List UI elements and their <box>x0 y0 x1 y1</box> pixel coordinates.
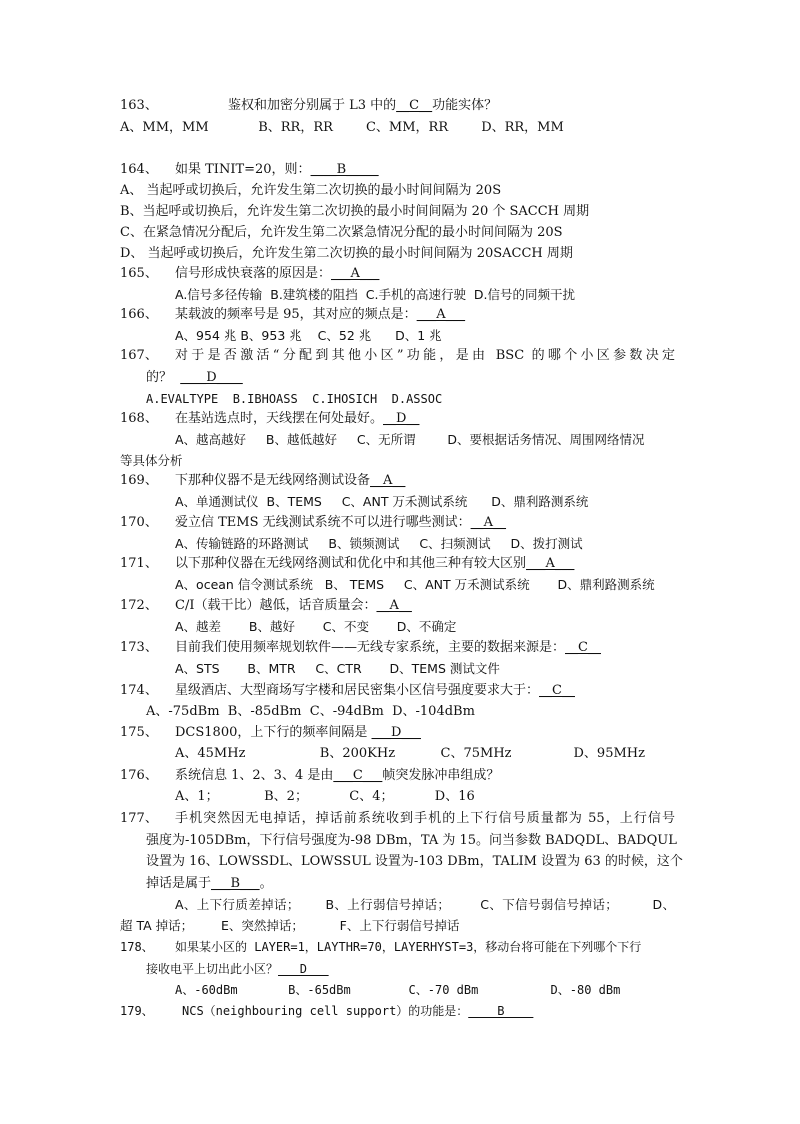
question-stem: 目前我们使用频率规划软件——无线专家系统，主要的数据来源是： <box>175 640 566 655</box>
question-stem: 手机突然因无电掉话，掉话前系统收到手机的上下行信号质量都为 55，上行信号 <box>175 811 675 826</box>
options-text: A、上下行质差掉话； B、上行弱信号掉话； C、下信号弱信号掉话； D、 <box>175 897 675 912</box>
answer-blank: ___A___ <box>416 307 466 322</box>
question-177-cont <box>146 832 675 850</box>
question-176-options <box>175 788 475 806</box>
question-stem: 鉴权和加密分别属于 L3 中的 <box>228 98 397 113</box>
question-stem: 下那种仪器不是无线网络测试设备 <box>175 473 371 488</box>
question-number: 170、 <box>120 515 158 530</box>
answer-blank: ___D___ <box>371 725 421 740</box>
options-text: A、45MHz B、200KHz C、75MHz D、95MHz <box>175 746 645 761</box>
option-a <box>120 182 501 200</box>
question-168-options-cont <box>120 452 183 470</box>
question-stem: 功能实体？ <box>432 98 498 113</box>
question-169-options <box>175 493 588 511</box>
question-stem: 的？ <box>146 370 173 385</box>
question-number: 178、 <box>120 940 154 954</box>
answer-blank: ___D___ <box>278 962 329 976</box>
question-178-cont <box>146 960 329 978</box>
question-number: 173、 <box>120 640 158 655</box>
answer-blank: __C__ <box>539 683 575 698</box>
question-stem: 掉话是属于 <box>146 876 212 891</box>
question-stem: DCS1800，上下行的频率间隔是 <box>175 725 368 740</box>
question-stem: 星级酒店、大型商场写字楼和居民密集小区信号强度要求大于： <box>175 683 540 698</box>
question-178-options <box>175 981 620 999</box>
question-174 <box>120 682 575 700</box>
answer-blank: __C__ <box>396 98 433 113</box>
question-177-options-cont <box>120 917 459 935</box>
question-168 <box>120 410 419 428</box>
answer-blank: ____D____ <box>180 370 243 385</box>
question-164 <box>120 161 379 179</box>
question-167 <box>120 347 675 365</box>
answer-blank: ____B____ <box>468 1004 534 1018</box>
question-stem: 对于是否激活“分配到其他小区”功能，是由 BSC 的哪个小区参数决定 <box>175 348 675 363</box>
option-text: D、 当起呼或切换后，允许发生第二次切换的最小时间间隔为 20SACCH 周期 <box>120 246 573 261</box>
question-number: 177、 <box>120 811 158 826</box>
options-text: A、-60dBm B、-65dBm C、-70 dBm D、-80 dBm <box>175 983 621 997</box>
question-stem: 如果某小区的 LAYER=1，LAYTHR=70，LAYERHYST=3，移动台将可能在下列哪个下行 <box>175 940 642 954</box>
question-166 <box>120 306 465 324</box>
options-text: A、1； B、2； C、4； D、16 <box>175 789 475 804</box>
question-168-options <box>175 431 645 449</box>
question-number: 169、 <box>120 473 158 488</box>
option-text: C、在紧急情况分配后，允许发生第二次紧急情况分配的最小时间间隔为 20S <box>120 225 563 240</box>
options-text: 等具体分析 <box>120 453 183 468</box>
question-167-cont <box>146 369 243 387</box>
question-number: 171、 <box>120 556 158 571</box>
question-176 <box>120 767 499 785</box>
question-165 <box>120 265 379 283</box>
question-number: 175、 <box>120 725 158 740</box>
answer-blank: ___A___ <box>331 266 380 281</box>
options-text: A.信号多径传输 B.建筑楼的阻挡 C.手机的高速行驶 D.信号的同频干扰 <box>175 287 575 302</box>
options-text: A、-75dBm B、-85dBm C、-94dBm D、-104dBm <box>146 704 475 719</box>
options-text: A、越高越好 B、越低越好 C、无所谓 D、要根据话务情况、周围网络情况 <box>175 432 645 447</box>
options-text: 超 TA 掉话； E、突然掉话； F、上下行弱信号掉话 <box>120 918 460 933</box>
question-stem: 帧突发脉冲串组成？ <box>382 768 500 783</box>
options-text: A、STS B、MTR C、CTR D、TEMS 测试文件 <box>175 661 500 676</box>
question-number: 179、 <box>120 1004 154 1018</box>
question-stem: 接收电平上切出此小区？ <box>146 962 279 976</box>
question-170 <box>120 514 506 532</box>
question-stem: C/I（载干比）越低，话音质量会： <box>175 598 377 613</box>
question-number: 176、 <box>120 768 158 783</box>
question-173 <box>120 639 601 657</box>
question-stem: 。 <box>259 876 273 891</box>
question-173-options <box>175 660 500 678</box>
question-163 <box>120 97 497 115</box>
question-number: 165、 <box>120 266 158 281</box>
options-text: A、越差 B、越好 C、不变 D、不确定 <box>175 619 457 634</box>
question-163-options <box>120 119 564 137</box>
options-text: A、MM，MM B、RR，RR C、MM，RR D、RR，MM <box>120 120 564 135</box>
question-stem: 系统信息 1、2、3、4 是由 <box>175 768 334 783</box>
option-c <box>120 224 563 242</box>
question-177-options <box>175 896 675 914</box>
answer-blank: ___A___ <box>526 556 575 571</box>
question-stem: 某载波的频率号是 95，其对应的频点是： <box>175 307 417 322</box>
answer-blank: __A__ <box>376 598 412 613</box>
question-stem: 信号形成快衰落的原因是： <box>175 266 332 281</box>
answer-blank: __D__ <box>383 411 420 426</box>
question-166-options <box>175 327 442 345</box>
question-177-cont <box>146 875 273 893</box>
question-171-options <box>175 576 655 594</box>
question-number: 167、 <box>120 348 158 363</box>
answer-blank: ___B___ <box>211 876 260 891</box>
options-text: A.EVALTYPE B.IBHOASS C.IHOSICH D.ASSOC <box>146 392 443 406</box>
question-175-options <box>175 745 645 763</box>
question-number: 168、 <box>120 411 158 426</box>
question-number: 166、 <box>120 307 158 322</box>
question-171 <box>120 555 574 573</box>
options-text: A、954 兆 B、953 兆 C、52 兆 D、1 兆 <box>175 328 442 343</box>
answer-blank: __A__ <box>370 473 406 488</box>
question-stem: 强度为-105DBm，下行信号强度为-98 DBm，TA 为 15。问当参数 BADQDL、BADQUL <box>146 833 677 848</box>
option-d <box>120 245 573 263</box>
question-177 <box>120 810 675 828</box>
question-178 <box>120 938 641 956</box>
options-text: A、ocean 信令测试系统 B、 TEMS C、ANT 万禾测试系统 D、鼎利路测系统 <box>175 577 655 592</box>
question-165-options <box>175 286 575 304</box>
question-number: 172、 <box>120 598 158 613</box>
question-stem: 在基站选点时，天线摆在何处最好。 <box>175 411 384 426</box>
question-169 <box>120 472 405 490</box>
question-167-options <box>146 390 442 408</box>
question-172 <box>120 597 412 615</box>
answer-blank: __A__ <box>470 515 507 530</box>
option-text: B、当起呼或切换后，允许发生第二次切换的最小时间间隔为 20 个 SACCH 周期 <box>120 204 590 219</box>
question-stem: 设置为 16、LOWSSDL、LOWSSUL 设置为-103 DBm，TALIM 设置为 63 的时候，这个 <box>146 854 683 869</box>
answer-blank: ___C___ <box>333 768 383 783</box>
question-stem: NCS（neighbouring cell support）的功能是： <box>182 1004 469 1018</box>
question-number: 174、 <box>120 683 158 698</box>
question-179 <box>120 1002 533 1020</box>
question-stem: 如果 TINIT=20，则： <box>175 162 311 177</box>
options-text: A、传输链路的环路测试 B、锁频测试 C、扫频测试 D、拨打测试 <box>175 536 583 551</box>
question-175 <box>120 724 421 742</box>
options-text: A、单通测试仪 B、TEMS C、ANT 万禾测试系统 D、鼎利路测系统 <box>175 494 589 509</box>
answer-blank: __C__ <box>565 640 601 655</box>
question-172-options <box>175 618 456 636</box>
question-170-options <box>175 535 583 553</box>
option-b <box>120 203 589 221</box>
question-stem: 以下那种仪器在无线网络测试和优化中和其他三种有较大区别 <box>175 556 527 571</box>
answer-blank: ____B_____ <box>310 162 379 177</box>
option-text: A、 当起呼或切换后，允许发生第二次切换的最小时间间隔为 20S <box>120 183 502 198</box>
question-number: 164、 <box>120 162 158 177</box>
question-174-options <box>146 703 475 721</box>
question-177-cont <box>146 853 683 871</box>
question-number: 163、 <box>120 98 158 113</box>
question-stem: 爱立信 TEMS 无线测试系统不可以进行哪些测试： <box>175 515 471 530</box>
